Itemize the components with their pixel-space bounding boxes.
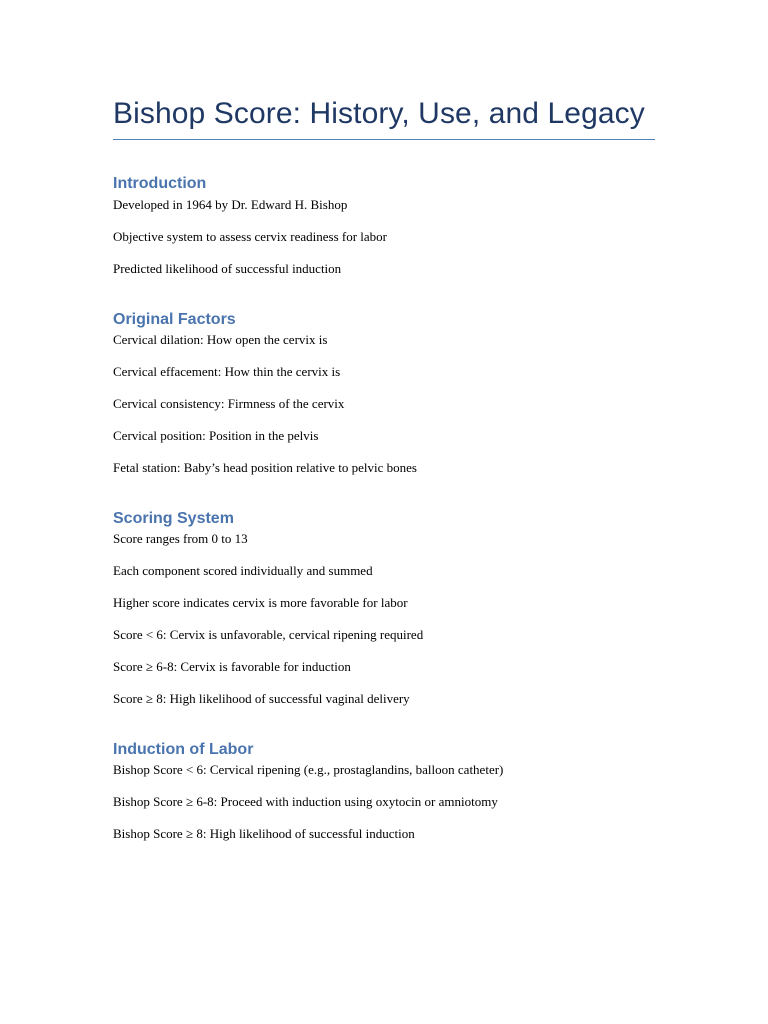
paragraph: Score ≥ 6-8: Cervix is favorable for induction <box>113 659 351 674</box>
paragraph: Bishop Score ≥ 6-8: Proceed with induction using oxytocin or amniotomy <box>113 794 498 809</box>
paragraph: Score ranges from 0 to 13 <box>113 531 248 546</box>
section-original-factors <box>113 310 655 476</box>
paragraph: Objective system to assess cervix readiness for labor <box>113 229 388 244</box>
paragraph: Each component scored individually and summed <box>113 563 373 578</box>
section-heading: Scoring System <box>113 510 234 527</box>
section-introduction <box>113 174 655 277</box>
title-underline <box>113 139 655 140</box>
section-induction-of-labor <box>113 740 655 842</box>
document-page <box>113 95 655 842</box>
paragraph: Cervical effacement: How thin the cervix is <box>113 364 341 379</box>
paragraph: Bishop Score < 6: Cervical ripening (e.g., prostaglandins, balloon catheter) <box>113 762 504 777</box>
section-heading: Original Factors <box>113 311 236 328</box>
paragraph: Cervical position: Position in the pelvis <box>113 428 319 443</box>
paragraph: Bishop Score ≥ 8: High likelihood of successful induction <box>113 826 415 841</box>
paragraph: Predicted likelihood of successful induction <box>113 261 342 276</box>
paragraph: Cervical dilation: How open the cervix is <box>113 332 328 347</box>
paragraph: Higher score indicates cervix is more favorable for labor <box>113 595 408 610</box>
section-scoring-system <box>113 509 655 707</box>
paragraph: Fetal station: Baby’s head position relative to pelvic bones <box>113 460 417 475</box>
paragraph: Score < 6: Cervix is unfavorable, cervical ripening required <box>113 627 424 642</box>
section-heading: Induction of Labor <box>113 741 254 758</box>
paragraph: Developed in 1964 by Dr. Edward H. Bishop <box>113 197 348 212</box>
paragraph: Score ≥ 8: High likelihood of successful vaginal delivery <box>113 691 410 706</box>
document-title: Bishop Score: History, Use, and Legacy <box>113 97 645 130</box>
section-heading: Introduction <box>113 175 207 192</box>
paragraph: Cervical consistency: Firmness of the cervix <box>113 396 345 411</box>
